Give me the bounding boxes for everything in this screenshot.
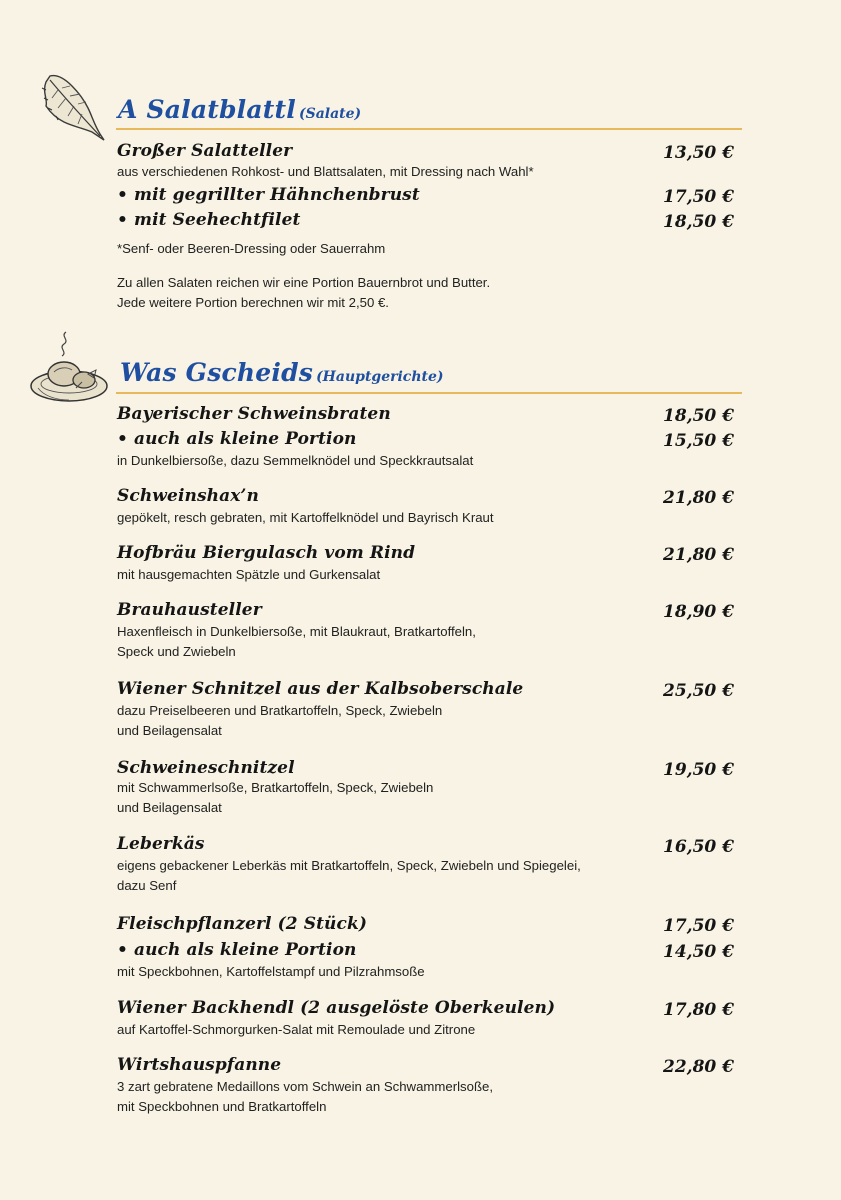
section-title-text: Was Gscheids [120, 358, 314, 387]
dish-description: in Dunkelbiersoße, dazu Semmelknödel und Speckkrautsalat [117, 453, 474, 468]
dish-description: dazu Preiselbeeren und Bratkartoffeln, Speck, Zwiebeln und Beilagensalat [117, 703, 443, 738]
dish-description: eigens gebackener Leberkäs mit Bratkartoffeln, Speck, Zwiebeln und Spiegelei, dazu Senf [117, 858, 581, 893]
dish-option-name: • auch als kleine Portion [117, 940, 357, 960]
dish-name: Bayerischer Schweinsbraten [117, 404, 391, 424]
dish-price: 13,50 € [663, 143, 734, 163]
dish-price: 21,80 € [663, 545, 734, 565]
dish-name: Brauhausteller [117, 600, 262, 620]
dish-option-price: 14,50 € [663, 942, 734, 962]
section-title-salads [118, 95, 361, 124]
section-subtitle: (Hauptgerichte) [316, 369, 444, 385]
dish-name: Schweinshax’n [117, 486, 259, 506]
dish-price: 25,50 € [663, 681, 734, 701]
section-subtitle: (Salate) [298, 106, 362, 122]
dumpling-plate-icon [26, 330, 112, 410]
dish-price: 18,90 € [663, 602, 734, 622]
dish-description: mit hausgemachten Spätzle und Gurkensalat [117, 567, 381, 582]
dish-price: 18,50 € [663, 406, 734, 426]
dish-name: Schweineschnitzel [117, 758, 295, 778]
dish-name: Wiener Backhendl (2 ausgelöste Oberkeulen) [117, 998, 556, 1018]
dish-price: 19,50 € [663, 760, 734, 780]
section-divider [116, 392, 742, 394]
dish-price: 22,80 € [663, 1057, 734, 1077]
dish-name: Fleischpflanzerl (2 Stück) [117, 914, 367, 934]
dish-name: Großer Salatteller [117, 141, 293, 161]
dish-name: Wiener Schnitzel aus der Kalbsoberschale [117, 679, 524, 699]
section-title-mains [120, 358, 444, 387]
dish-description: Haxenfleisch in Dunkelbiersoße, mit Blaukraut, Bratkartoffeln, Speck und Zwiebeln [117, 624, 476, 659]
dish-option-name: • mit gegrillter Hähnchenbrust [117, 185, 420, 205]
dish-description: gepökelt, resch gebraten, mit Kartoffelknödel und Bayrisch Kraut [117, 510, 494, 525]
dish-option-name: • auch als kleine Portion [117, 429, 357, 449]
dish-option-price: 17,50 € [663, 187, 734, 207]
dish-description: mit Schwammerlsoße, Bratkartoffeln, Speck, Zwiebeln und Beilagensalat [117, 780, 434, 815]
lettuce-leaf-icon [38, 72, 108, 142]
dish-description: mit Speckbohnen, Kartoffelstampf und Pilzrahmsoße [117, 964, 425, 979]
dish-name: Hofbräu Biergulasch vom Rind [117, 543, 416, 563]
dish-description: aus verschiedenen Rohkost- und Blattsalaten, mit Dressing nach Wahl* [117, 164, 534, 179]
dish-name: Wirtshauspfanne [117, 1055, 282, 1075]
dish-price: 21,80 € [663, 488, 734, 508]
bread-note: Zu allen Salaten reichen wir eine Portion Bauernbrot und Butter. Jede weitere Portion berechnen wir mit 2,50 €. [117, 275, 491, 310]
dish-price: 17,50 € [663, 916, 734, 936]
dish-option-name: • mit Seehechtfilet [117, 210, 301, 230]
dish-option-price: 18,50 € [663, 212, 734, 232]
dish-name: Leberkäs [117, 834, 205, 854]
dish-option-price: 15,50 € [663, 431, 734, 451]
dish-description: auf Kartoffel-Schmorgurken-Salat mit Remoulade und Zitrone [117, 1022, 476, 1037]
dish-price: 17,80 € [663, 1000, 734, 1020]
dish-price: 16,50 € [663, 837, 734, 857]
dressing-footnote: *Senf- oder Beeren-Dressing oder Sauerrahm [117, 241, 386, 256]
section-title-text: A Salatblattl [118, 95, 296, 124]
section-divider [116, 128, 742, 130]
dish-description: 3 zart gebratene Medaillons vom Schwein an Schwammerlsoße, mit Speckbohnen und Bratkartoffeln [117, 1079, 494, 1114]
